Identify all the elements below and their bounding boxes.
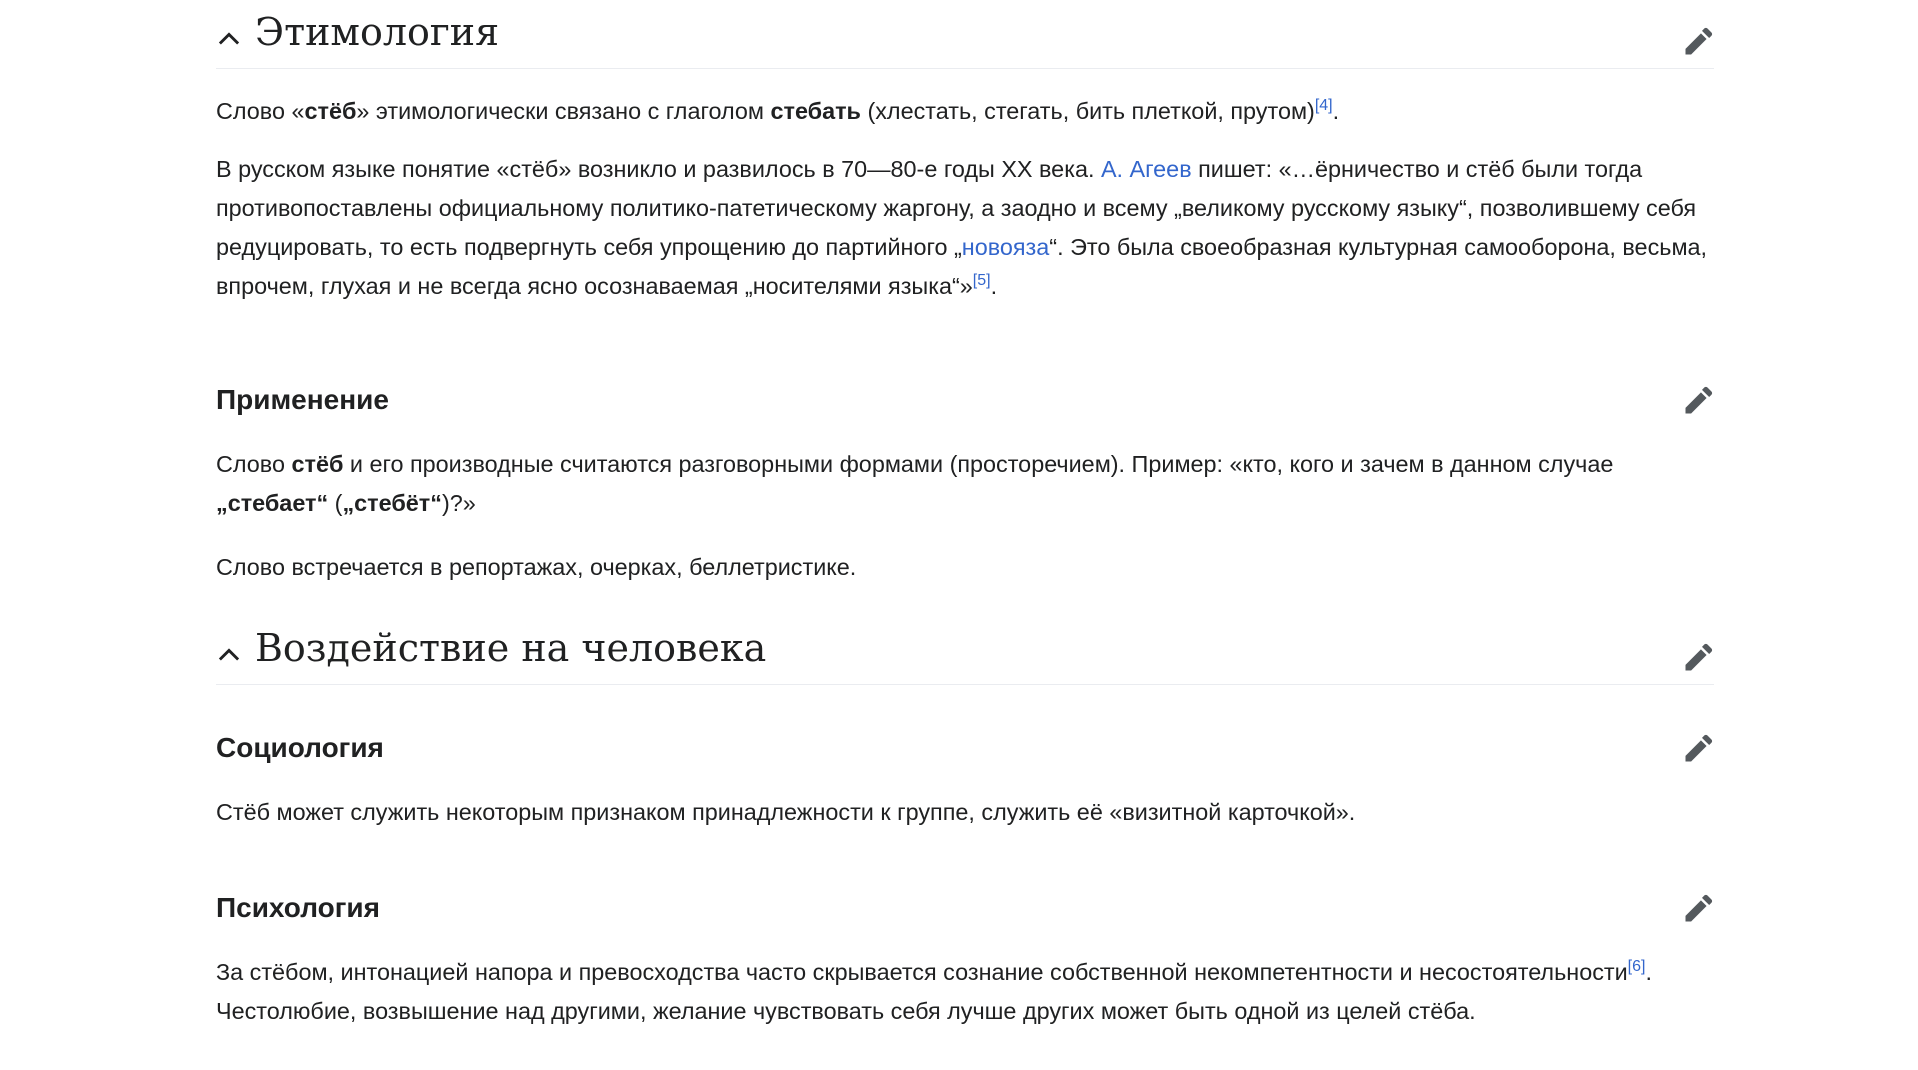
usage-paragraph-1: Слово стёб и его производные считаются разговорными формами (просторечием). Пример: «кто, кого и зачем в данном случае „стебает“ („стебёт“)?» bbox=[216, 451, 1614, 516]
section-heading-etymology[interactable] bbox=[216, 0, 1714, 69]
subsection-heading-psychology bbox=[216, 888, 1714, 928]
link-newspeak[interactable]: новояза bbox=[961, 234, 1050, 260]
reference-link[interactable]: [5] bbox=[972, 272, 991, 290]
subsection-title: Применение bbox=[216, 384, 389, 415]
subsection-heading-usage bbox=[216, 380, 1714, 420]
psychology-paragraph-1: За стёбом, интонацией напора и превосходства часто скрывается сознание собственной некомпетентности и несостоятельности[6]. Честолюбие, возвышение над другими, желание чувствовать себя лучше других может быть одной из целей стёба. bbox=[216, 958, 1652, 1024]
pencil-icon[interactable] bbox=[1684, 733, 1714, 763]
chevron-up-icon[interactable] bbox=[216, 642, 242, 668]
pencil-icon[interactable] bbox=[1684, 642, 1714, 672]
subsection-title: Психология bbox=[216, 892, 380, 923]
chevron-up-icon[interactable] bbox=[216, 26, 242, 52]
reference-link[interactable]: [4] bbox=[1314, 97, 1333, 115]
section-title: Этимология bbox=[255, 10, 500, 54]
link-ageev[interactable]: А. Агеев bbox=[1100, 156, 1192, 182]
pencil-icon[interactable] bbox=[1684, 385, 1714, 415]
subsection-heading-sociology bbox=[216, 728, 1714, 768]
subsection-title: Социология bbox=[216, 732, 384, 763]
section-title: Воздействие на человека bbox=[255, 626, 767, 670]
reference-link[interactable]: [6] bbox=[1627, 958, 1646, 976]
usage-paragraph-2: Слово встречается в репортажах, очерках, беллетристике. bbox=[216, 554, 857, 580]
pencil-icon[interactable] bbox=[1684, 893, 1714, 923]
sociology-paragraph-1: Стёб может служить некоторым признаком принадлежности к группе, служить её «визитной карточкой». bbox=[216, 799, 1356, 825]
etymology-paragraph-2: В русском языке понятие «стёб» возникло и развилось в 70—80-е годы XX века. А. Агеев пишет: «…ёрничество и стёб были тогда противопоставлены официальному политико-патетическому жаргону, а заодно и всему „великому русскому языку“, позволившему себя редуцировать, то есть подвергнуть себя упрощению до партийного „новояза“. Это была своеобразная культурная самооборона, весьма, впрочем, глухая и не всегда ясно осознаваемая „носителями языка“»[5]. bbox=[216, 156, 1708, 299]
section-heading-impact[interactable] bbox=[216, 616, 1714, 685]
etymology-paragraph-1: Слово «стёб» этимологически связано с глаголом стебать (хлестать, стегать, бить плеткой, прутом)[4]. bbox=[216, 97, 1340, 124]
pencil-icon[interactable] bbox=[1684, 26, 1714, 56]
